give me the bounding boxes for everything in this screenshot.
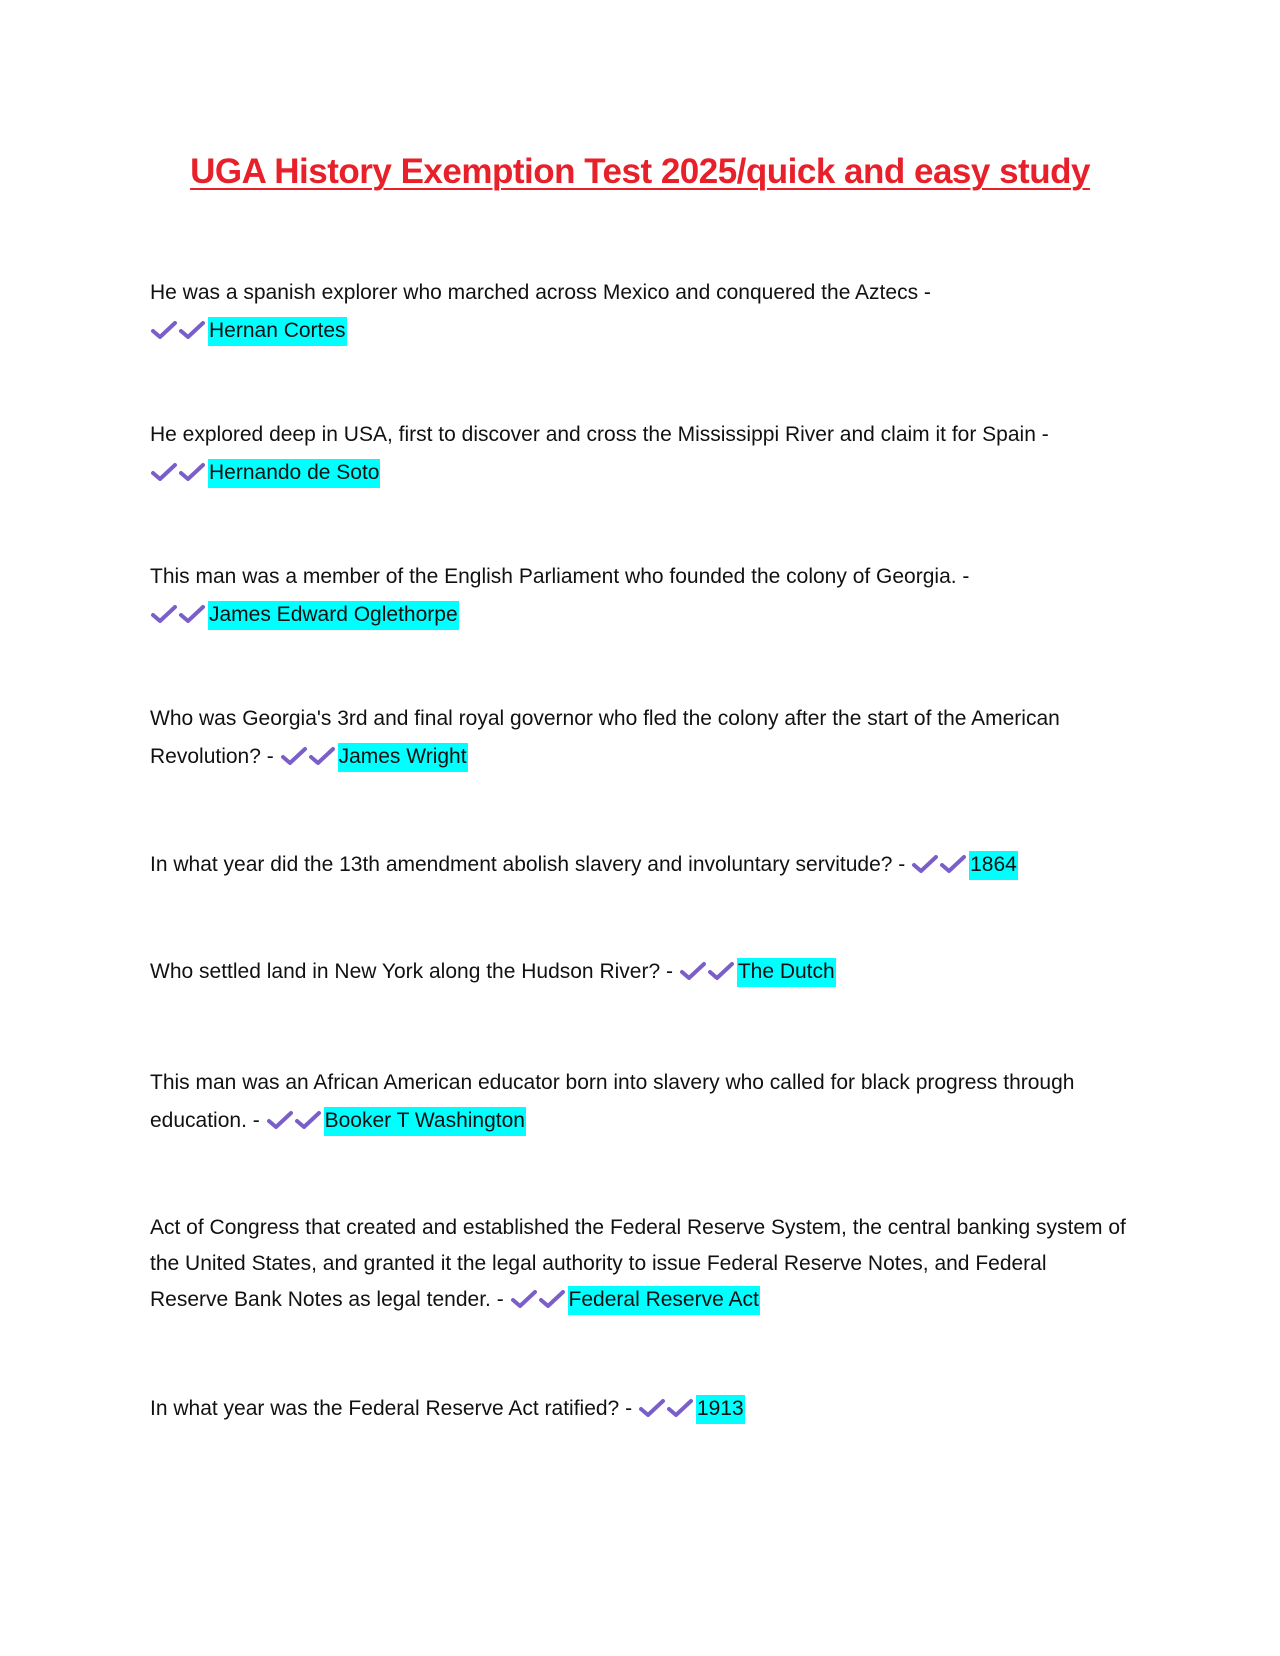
checkmark-icon (150, 319, 178, 341)
question-text: Who settled land in New York along the Hudson River? - (150, 960, 673, 983)
double-check-icons (280, 738, 336, 776)
double-check-icons (150, 312, 206, 350)
question-text: In what year did the 13th amendment abolish slavery and involuntary servitude? - (150, 853, 906, 876)
qa-item-8 (150, 1210, 1130, 1318)
double-check-icons (150, 454, 206, 492)
answer-highlight: Federal Reserve Act (568, 1286, 760, 1315)
checkmark-icon (538, 1288, 566, 1310)
question-text: Act of Congress that created and established the Federal Reserve System, the central banking system of the United States, and granted it the legal authority to issue Federal Reserve Notes, and Federal Reserve Bank Notes as legal tender. - (150, 1216, 1126, 1311)
answer-highlight: James Wright (338, 743, 468, 772)
double-check-icons (510, 1282, 566, 1318)
qa-item-4 (150, 700, 1130, 776)
answer-highlight: The Dutch (737, 958, 836, 987)
question-text: This man was a member of the English Parliament who founded the colony of Georgia. - (150, 565, 970, 588)
question-text: This man was an African American educator born into slavery who called for black progress through education. - (150, 1071, 1075, 1132)
checkmark-icon (638, 1397, 666, 1419)
answer-highlight: Booker T Washington (324, 1107, 526, 1136)
answer-highlight: James Edward Oglethorpe (208, 601, 459, 630)
double-check-icons (266, 1102, 322, 1140)
checkmark-icon (308, 745, 336, 767)
checkmark-icon (150, 603, 178, 625)
question-text: He explored deep in USA, first to discover and cross the Mississippi River and claim it for Spain - (150, 423, 1049, 446)
question-text: In what year was the Federal Reserve Act ratified? - (150, 1397, 633, 1420)
checkmark-icon (150, 461, 178, 483)
checkmark-icon (280, 745, 308, 767)
qa-item-6 (150, 953, 1130, 991)
checkmark-icon (178, 461, 206, 483)
checkmark-icon (666, 1397, 694, 1419)
checkmark-icon (911, 853, 939, 875)
qa-item-1 (150, 274, 1130, 350)
document-title: UGA History Exemption Test 2025/quick and easy study (190, 152, 1090, 191)
question-text: Who was Georgia's 3rd and final royal governor who fled the colony after the start of the American Revolution? - (150, 707, 1060, 768)
qa-item-3 (150, 558, 1130, 634)
checkmark-icon (266, 1109, 294, 1131)
checkmark-icon (707, 960, 735, 982)
checkmark-icon (294, 1109, 322, 1131)
checkmark-icon (178, 319, 206, 341)
answer-highlight: 1913 (696, 1395, 745, 1424)
qa-item-9 (150, 1390, 1130, 1428)
qa-item-7 (150, 1064, 1130, 1140)
checkmark-icon (679, 960, 707, 982)
answer-highlight: Hernan Cortes (208, 317, 347, 346)
answer-highlight: 1864 (969, 851, 1018, 880)
double-check-icons (150, 596, 206, 634)
qa-item-5 (150, 846, 1150, 884)
double-check-icons (911, 846, 967, 884)
double-check-icons (679, 953, 735, 991)
question-text: He was a spanish explorer who marched across Mexico and conquered the Aztecs - (150, 281, 931, 304)
checkmark-icon (939, 853, 967, 875)
double-check-icons (638, 1390, 694, 1428)
qa-item-2 (150, 416, 1130, 492)
answer-highlight: Hernando de Soto (208, 459, 380, 488)
checkmark-icon (510, 1288, 538, 1310)
checkmark-icon (178, 603, 206, 625)
